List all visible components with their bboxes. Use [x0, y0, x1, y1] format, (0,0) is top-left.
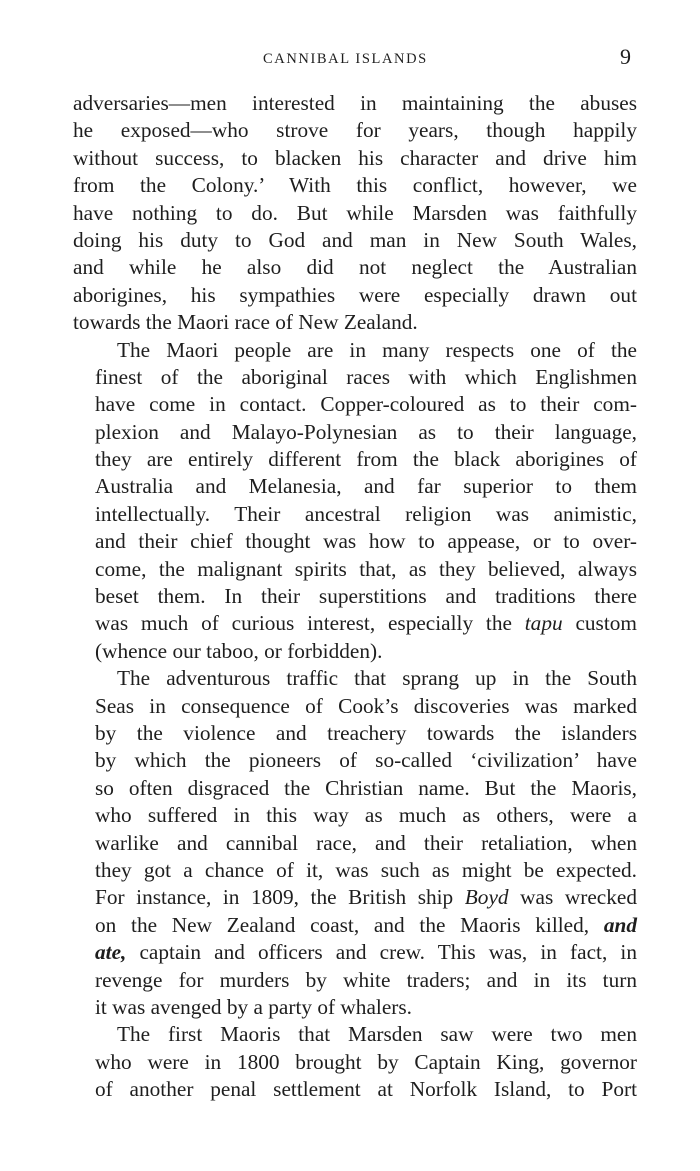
italic-ship-name: Boyd [464, 885, 509, 910]
running-head [0, 44, 700, 72]
text-line: have come in contact. Copper-coloured as to their com- [95, 392, 637, 417]
emphasis-text: ate, [95, 940, 127, 965]
text-line: who suffered in this way as much as others, were a [95, 803, 637, 828]
text-line: The adventurous traffic that sprang up in the South [117, 666, 637, 691]
text-run: For instance, in 1809, the British ship [95, 885, 465, 910]
text-line: (whence our taboo, or forbidden). [95, 638, 383, 663]
paragraph-3 [73, 665, 637, 1021]
text-line: aborigines, his sympathies were especially drawn out [73, 282, 637, 307]
text-line: so often disgraced the Christian name. But the Maoris, [95, 775, 637, 800]
text-line: it was avenged by a party of whalers. [95, 994, 412, 1019]
emphasis-text: and [603, 912, 637, 937]
text-line: of another penal settlement at Norfolk Island, to Port [95, 1077, 637, 1102]
text-line: Australia and Melanesia, and far superior to them [95, 474, 637, 499]
body-text [73, 90, 637, 1103]
text-run: was much of curious interest, especially the [95, 611, 525, 636]
text-line: beset them. In their superstitions and traditions there [95, 584, 637, 609]
paragraph-1 [73, 90, 637, 337]
italic-term: tapu [524, 611, 563, 636]
paragraph-2 [73, 337, 637, 666]
text-line: and their chief thought was how to appease, or to over- [95, 529, 637, 554]
text-line: finest of the aboriginal races with which Englishmen [95, 364, 637, 389]
text-line: come, the malignant spirits that, as they believed, always [95, 556, 637, 581]
text-line: who were in 1800 brought by Captain King, governor [95, 1049, 637, 1074]
text-run: captain and officers and crew. This was, in fact, in [126, 940, 637, 965]
text-line [73, 939, 637, 966]
text-line [73, 884, 637, 911]
text-line: revenge for murders by white traders; and in its turn [95, 967, 637, 992]
text-line [73, 912, 637, 939]
text-line: doing his duty to God and man in New South Wales, [73, 227, 637, 252]
text-line: they got a chance of it, was such as might be expected. [95, 857, 637, 882]
text-line: plexion and Malayo-Polynesian as to their language, [95, 419, 637, 444]
text-line: from the Colony.’ With this conflict, however, we [73, 173, 637, 198]
text-line: The Maori people are in many respects one of the [117, 337, 637, 362]
text-line [73, 610, 637, 637]
text-line: and while he also did not neglect the Australian [73, 255, 637, 280]
text-line: towards the Maori race of New Zealand. [73, 310, 418, 335]
page-number: 9 [620, 44, 631, 69]
text-run: on the New Zealand coast, and the Maoris killed, [95, 912, 604, 937]
text-line: have nothing to do. But while Marsden was faithfully [73, 200, 637, 225]
running-head-title: CANNIBAL ISLANDS [263, 51, 428, 67]
text-line: by the violence and treachery towards the islanders [95, 720, 637, 745]
text-line: by which the pioneers of so-called ‘civilization’ have [95, 748, 637, 773]
text-line: The first Maoris that Marsden saw were two men [117, 1022, 637, 1047]
text-line: without success, to blacken his character and drive him [73, 145, 637, 170]
text-line: intellectually. Their ancestral religion was animistic, [95, 501, 637, 526]
paragraph-4 [73, 1021, 637, 1103]
text-run: custom [562, 611, 637, 636]
text-line: warlike and cannibal race, and their retaliation, when [95, 830, 637, 855]
text-run: was wrecked [508, 885, 637, 910]
text-line: Seas in consequence of Cook’s discoveries was marked [95, 693, 637, 718]
text-line: he exposed—who strove for years, though happily [73, 118, 637, 143]
text-line: they are entirely different from the black aborigines of [95, 447, 637, 472]
text-line: adversaries—men interested in maintaining the abuses [73, 91, 637, 115]
